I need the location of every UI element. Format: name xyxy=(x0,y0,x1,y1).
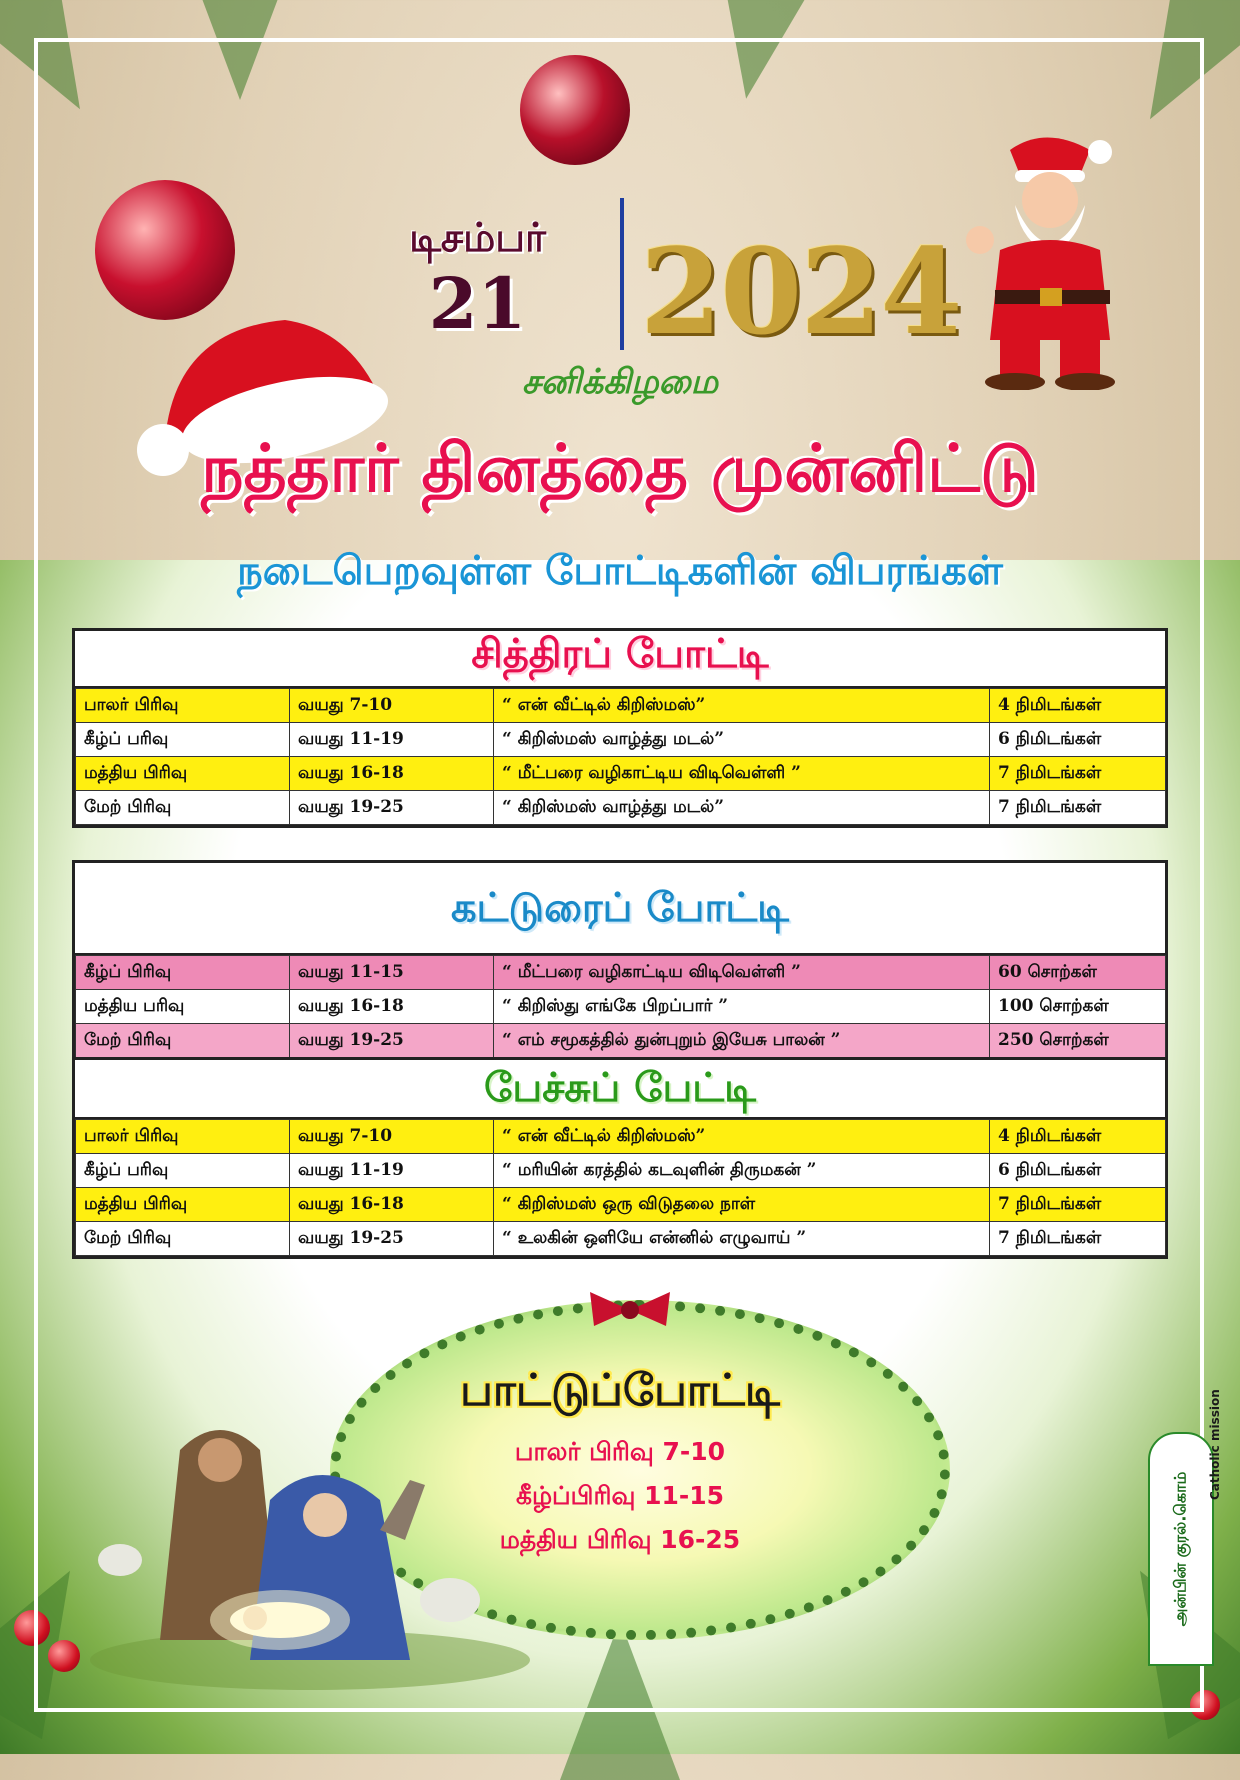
division-cell: மத்திய பிரிவு xyxy=(76,1188,290,1222)
topic-cell: “ மீட்பரை வழிகாட்டிய விடிவெள்ளி ” xyxy=(494,956,990,990)
topic-cell: “ எம் சமூகத்தில் துன்புறும் இயேசு பாலன் ” xyxy=(494,1024,990,1058)
table-row xyxy=(76,791,1166,825)
age-cell: வயது 7-10 xyxy=(290,689,494,723)
table-row xyxy=(76,1188,1166,1222)
song-division-line: பாலர் பிரிவு 7-10 xyxy=(514,1437,726,1466)
song-competition-title: பாட்டுப்போட்டி xyxy=(460,1365,780,1416)
limit-cell: 7 நிமிடங்கள் xyxy=(990,1222,1166,1256)
topic-cell: “ மீட்பரை வழிகாட்டிய விடிவெள்ளி ” xyxy=(494,757,990,791)
date-year: 2024 xyxy=(640,222,961,361)
age-cell: வயது 11-19 xyxy=(290,1154,494,1188)
site-logo xyxy=(1148,1432,1214,1666)
limit-cell: 4 நிமிடங்கள் xyxy=(990,689,1166,723)
site-logo-text: அன்பின் குரல்.கொம் xyxy=(1170,1471,1190,1627)
table-row xyxy=(76,689,1166,723)
division-cell: கீழ்ப் பரிவு xyxy=(76,1154,290,1188)
topic-cell: “ மரியின் கரத்தில் கடவுளின் திருமகன் ” xyxy=(494,1154,990,1188)
table-row xyxy=(76,1120,1166,1154)
topic-cell: “ உலகின் ஒளியே என்னில் எழுவாய் ” xyxy=(494,1222,990,1256)
topic-cell: “ கிறிஸ்மஸ் ஒரு விடுதலை நாள் xyxy=(494,1188,990,1222)
limit-cell: 6 நிமிடங்கள் xyxy=(990,723,1166,757)
site-logo-subtitle: Catholic mission xyxy=(1208,1389,1222,1500)
nativity-scene-illustration xyxy=(80,1390,540,1690)
essay-competition-block xyxy=(72,860,1168,1061)
limit-cell: 60 சொற்கள் xyxy=(990,956,1166,990)
division-cell: பாலர் பிரிவு xyxy=(76,1120,290,1154)
weekday: சனிக்கிழமை xyxy=(522,362,718,402)
drawing-competition-table xyxy=(75,688,1166,825)
age-cell: வயது 19-25 xyxy=(290,791,494,825)
song-division-line: கீழ்ப்பிரிவு 11-15 xyxy=(515,1481,725,1510)
speech-competition-block xyxy=(72,1057,1168,1259)
speech-competition-title: பேச்சுப் பேட்டி xyxy=(75,1060,1165,1119)
limit-cell: 7 நிமிடங்கள் xyxy=(990,1188,1166,1222)
age-cell: வயது 19-25 xyxy=(290,1222,494,1256)
essay-competition-title: கட்டுரைப் போட்டி xyxy=(75,863,1165,955)
age-cell: வயது 16-18 xyxy=(290,990,494,1024)
division-cell: மத்திய பிரிவு xyxy=(76,757,290,791)
topic-cell: “ என் வீட்டில் கிறிஸ்மஸ்” xyxy=(494,1120,990,1154)
topic-cell: “ கிறிஸ்மஸ் வாழ்த்து மடல்” xyxy=(494,791,990,825)
age-cell: வயது 11-15 xyxy=(290,956,494,990)
date-month: டிசம்பர் xyxy=(409,215,546,261)
table-row xyxy=(76,990,1166,1024)
age-cell: வயது 16-18 xyxy=(290,1188,494,1222)
limit-cell: 7 நிமிடங்கள் xyxy=(990,757,1166,791)
page-subtitle: நடைபெறவுள்ள போட்டிகளின் விபரங்கள் xyxy=(237,548,1003,594)
drawing-competition-block xyxy=(72,628,1168,828)
date-divider xyxy=(620,198,624,350)
table-row xyxy=(76,757,1166,791)
table-row xyxy=(76,1154,1166,1188)
limit-cell: 4 நிமிடங்கள் xyxy=(990,1120,1166,1154)
division-cell: மேற் பிரிவு xyxy=(76,791,290,825)
age-cell: வயது 11-19 xyxy=(290,723,494,757)
table-row xyxy=(76,1024,1166,1058)
division-cell: கீழ்ப் பரிவு xyxy=(76,723,290,757)
topic-cell: “ கிறிஸ்து எங்கே பிறப்பார் ” xyxy=(494,990,990,1024)
limit-cell: 6 நிமிடங்கள் xyxy=(990,1154,1166,1188)
table-row xyxy=(76,956,1166,990)
topic-cell: “ என் வீட்டில் கிறிஸ்மஸ்” xyxy=(494,689,990,723)
age-cell: வயது 16-18 xyxy=(290,757,494,791)
table-row xyxy=(76,1222,1166,1256)
division-cell: மேற் பிரிவு xyxy=(76,1024,290,1058)
page-title: நத்தார் தினத்தை முன்னிட்டு xyxy=(201,430,1039,507)
drawing-competition-title: சித்திரப் போட்டி xyxy=(75,631,1165,688)
topic-cell: “ கிறிஸ்மஸ் வாழ்த்து மடல்” xyxy=(494,723,990,757)
age-cell: வயது 7-10 xyxy=(290,1120,494,1154)
ribbon-bow-icon xyxy=(580,1290,680,1330)
division-cell: கீழ்ப் பிரிவு xyxy=(76,956,290,990)
division-cell: மத்திய பரிவு xyxy=(76,990,290,1024)
division-cell: மேற் பிரிவு xyxy=(76,1222,290,1256)
age-cell: வயது 19-25 xyxy=(290,1024,494,1058)
division-cell: பாலர் பிரிவு xyxy=(76,689,290,723)
limit-cell: 7 நிமிடங்கள் xyxy=(990,791,1166,825)
speech-competition-table xyxy=(75,1119,1166,1256)
limit-cell: 250 சொற்கள் xyxy=(990,1024,1166,1058)
song-division-line: மத்திய பிரிவு 16-25 xyxy=(499,1525,741,1554)
date-day: 21 xyxy=(428,262,527,345)
limit-cell: 100 சொற்கள் xyxy=(990,990,1166,1024)
essay-competition-table xyxy=(75,955,1166,1058)
table-row xyxy=(76,723,1166,757)
